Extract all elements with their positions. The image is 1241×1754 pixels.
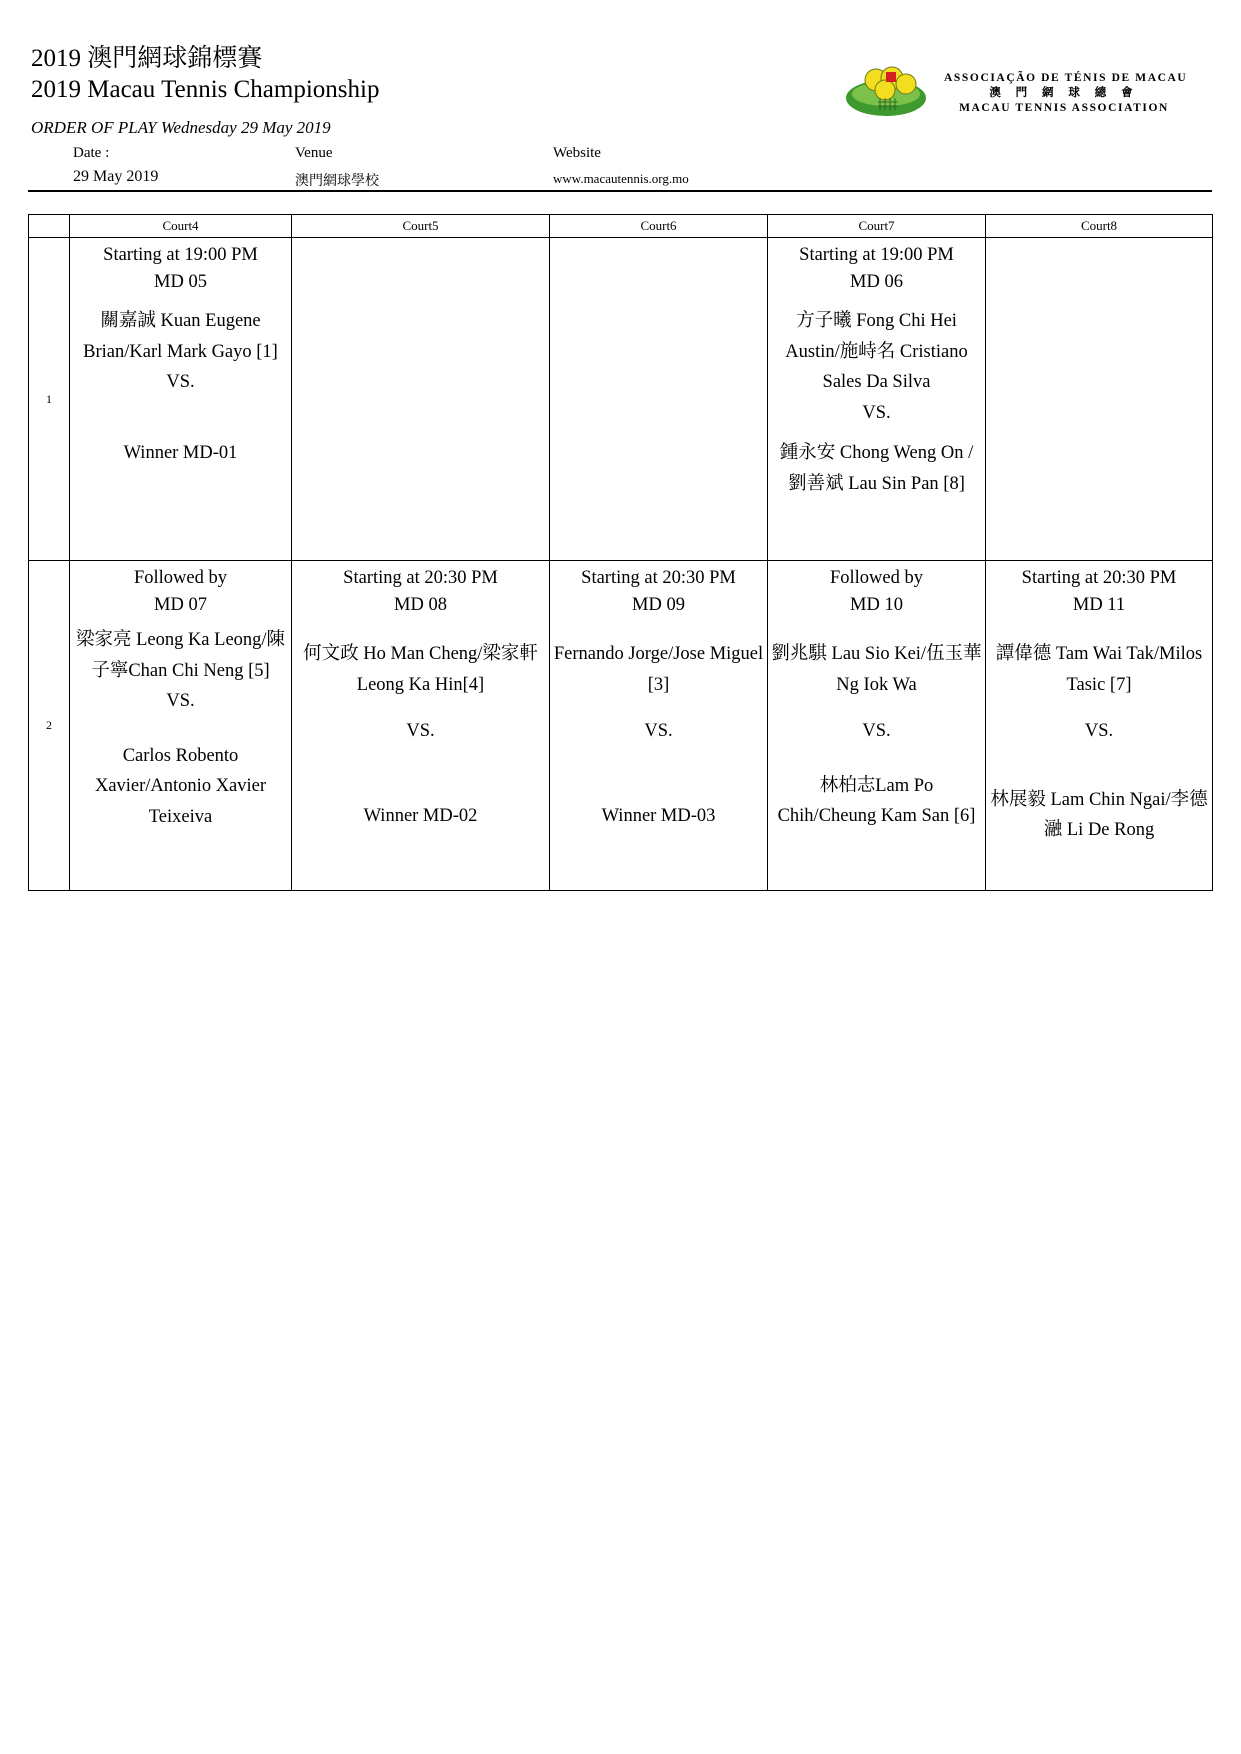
match-cell <box>986 561 1213 891</box>
vs-label: VS. <box>166 372 195 392</box>
team-1: 關嘉誠 Kuan Eugene Brian/Karl Mark Gayo [1] <box>83 311 278 362</box>
court-header-row <box>29 215 1213 238</box>
vs-label: VS. <box>644 721 673 741</box>
start-time: Starting at 20:30 PM <box>581 568 736 588</box>
title-english: 2019 Macau Tennis Championship <box>31 76 380 103</box>
start-time: Followed by <box>133 568 227 588</box>
header-divider <box>28 190 1212 192</box>
match-number: MD 11 <box>1072 595 1126 615</box>
row-number: 1 <box>29 238 70 561</box>
match-cell <box>550 561 768 891</box>
venue-label: Venue <box>295 145 333 161</box>
match-cell <box>292 238 550 561</box>
team-1: Fernando Jorge/Jose Miguel [3] <box>553 644 764 695</box>
team-2: 林柏志Lam Po Chih/Cheung Kam San [6] <box>777 775 976 826</box>
team-2: Winner MD-01 <box>123 442 238 463</box>
vs-label: VS. <box>1084 721 1114 741</box>
association-name <box>944 71 1188 116</box>
start-time: Starting at 20:30 PM <box>343 568 498 588</box>
court-header: Court6 <box>550 215 768 238</box>
table-row <box>29 238 1213 561</box>
team-1: 譚偉德 Tam Wai Tak/Milos Tasic [7] <box>995 644 1203 695</box>
team-1: 何文政 Ho Man Cheng/梁家軒 Leong Ka Hin[4] <box>303 644 538 695</box>
court-header: Court7 <box>768 215 986 238</box>
match-cell <box>768 238 986 561</box>
start-time: Starting at 19:00 PM <box>799 245 954 265</box>
website-value: www.macautennis.org.mo <box>553 171 689 186</box>
team-2: 鍾永安 Chong Weng On /劉善斌 Lau Sin Pan [8] <box>779 443 974 494</box>
association-name-zh: 澳 門 網 球 總 會 <box>989 87 1139 99</box>
match-cell <box>550 238 768 561</box>
start-time: Starting at 19:00 PM <box>103 245 258 265</box>
tennis-association-logo <box>842 64 938 120</box>
match-cell <box>70 561 292 891</box>
team-2: Winner MD-03 <box>601 805 716 826</box>
court-header: Court8 <box>986 215 1213 238</box>
start-time: Followed by <box>829 568 923 588</box>
row-number: 2 <box>29 561 70 891</box>
title-chinese: 2019 澳門網球錦標賽 <box>31 45 263 72</box>
court-header: Court5 <box>292 215 550 238</box>
team-2: Carlos Robento Xavier/Antonio Xavier Teixeiva <box>94 745 267 827</box>
team-2: Winner MD-02 <box>363 805 478 826</box>
order-of-play-subtitle: ORDER OF PLAY Wednesday 29 May 2019 <box>31 118 331 137</box>
vs-label: VS. <box>862 721 891 741</box>
team-1: 劉兆騏 Lau Sio Kei/伍玉華 Ng Iok Wa <box>771 644 982 695</box>
association-name-en: MACAU TENNIS ASSOCIATION <box>959 102 1169 114</box>
date-value: 29 May 2019 <box>73 168 159 185</box>
team-2: 林展毅 Lam Chin Ngai/李德瀜 Li De Rong <box>990 789 1208 840</box>
vs-label: VS. <box>406 721 435 741</box>
date-label: Date : <box>73 145 110 161</box>
match-number: MD 06 <box>850 272 903 292</box>
match-cell <box>986 238 1213 561</box>
vs-label: VS. <box>166 691 195 711</box>
match-number: MD 10 <box>850 595 903 615</box>
team-1: 梁家亮 Leong Ka Leong/陳子寧Chan Chi Neng [5] <box>75 630 286 681</box>
association-name-pt: ASSOCIAÇÃO DE TÉNIS DE MACAU <box>944 72 1188 84</box>
corner-cell <box>29 215 70 238</box>
match-number: MD 05 <box>154 272 207 292</box>
vs-label: VS. <box>862 402 891 423</box>
court-header: Court4 <box>70 215 292 238</box>
match-number: MD 08 <box>394 595 447 615</box>
match-number: MD 07 <box>154 595 207 615</box>
team-1: 方子曦 Fong Chi Hei Austin/施峙名 Cristiano Sales Da Silva <box>785 311 968 392</box>
match-cell <box>70 238 292 561</box>
start-time: Starting at 20:30 PM <box>1021 568 1177 588</box>
venue-value: 澳門網球學校 <box>295 174 379 189</box>
match-cell <box>292 561 550 891</box>
match-cell <box>768 561 986 891</box>
order-of-play-table <box>28 214 1213 891</box>
match-number: MD 09 <box>632 595 685 615</box>
table-row <box>29 561 1213 891</box>
website-label: Website <box>553 145 601 161</box>
